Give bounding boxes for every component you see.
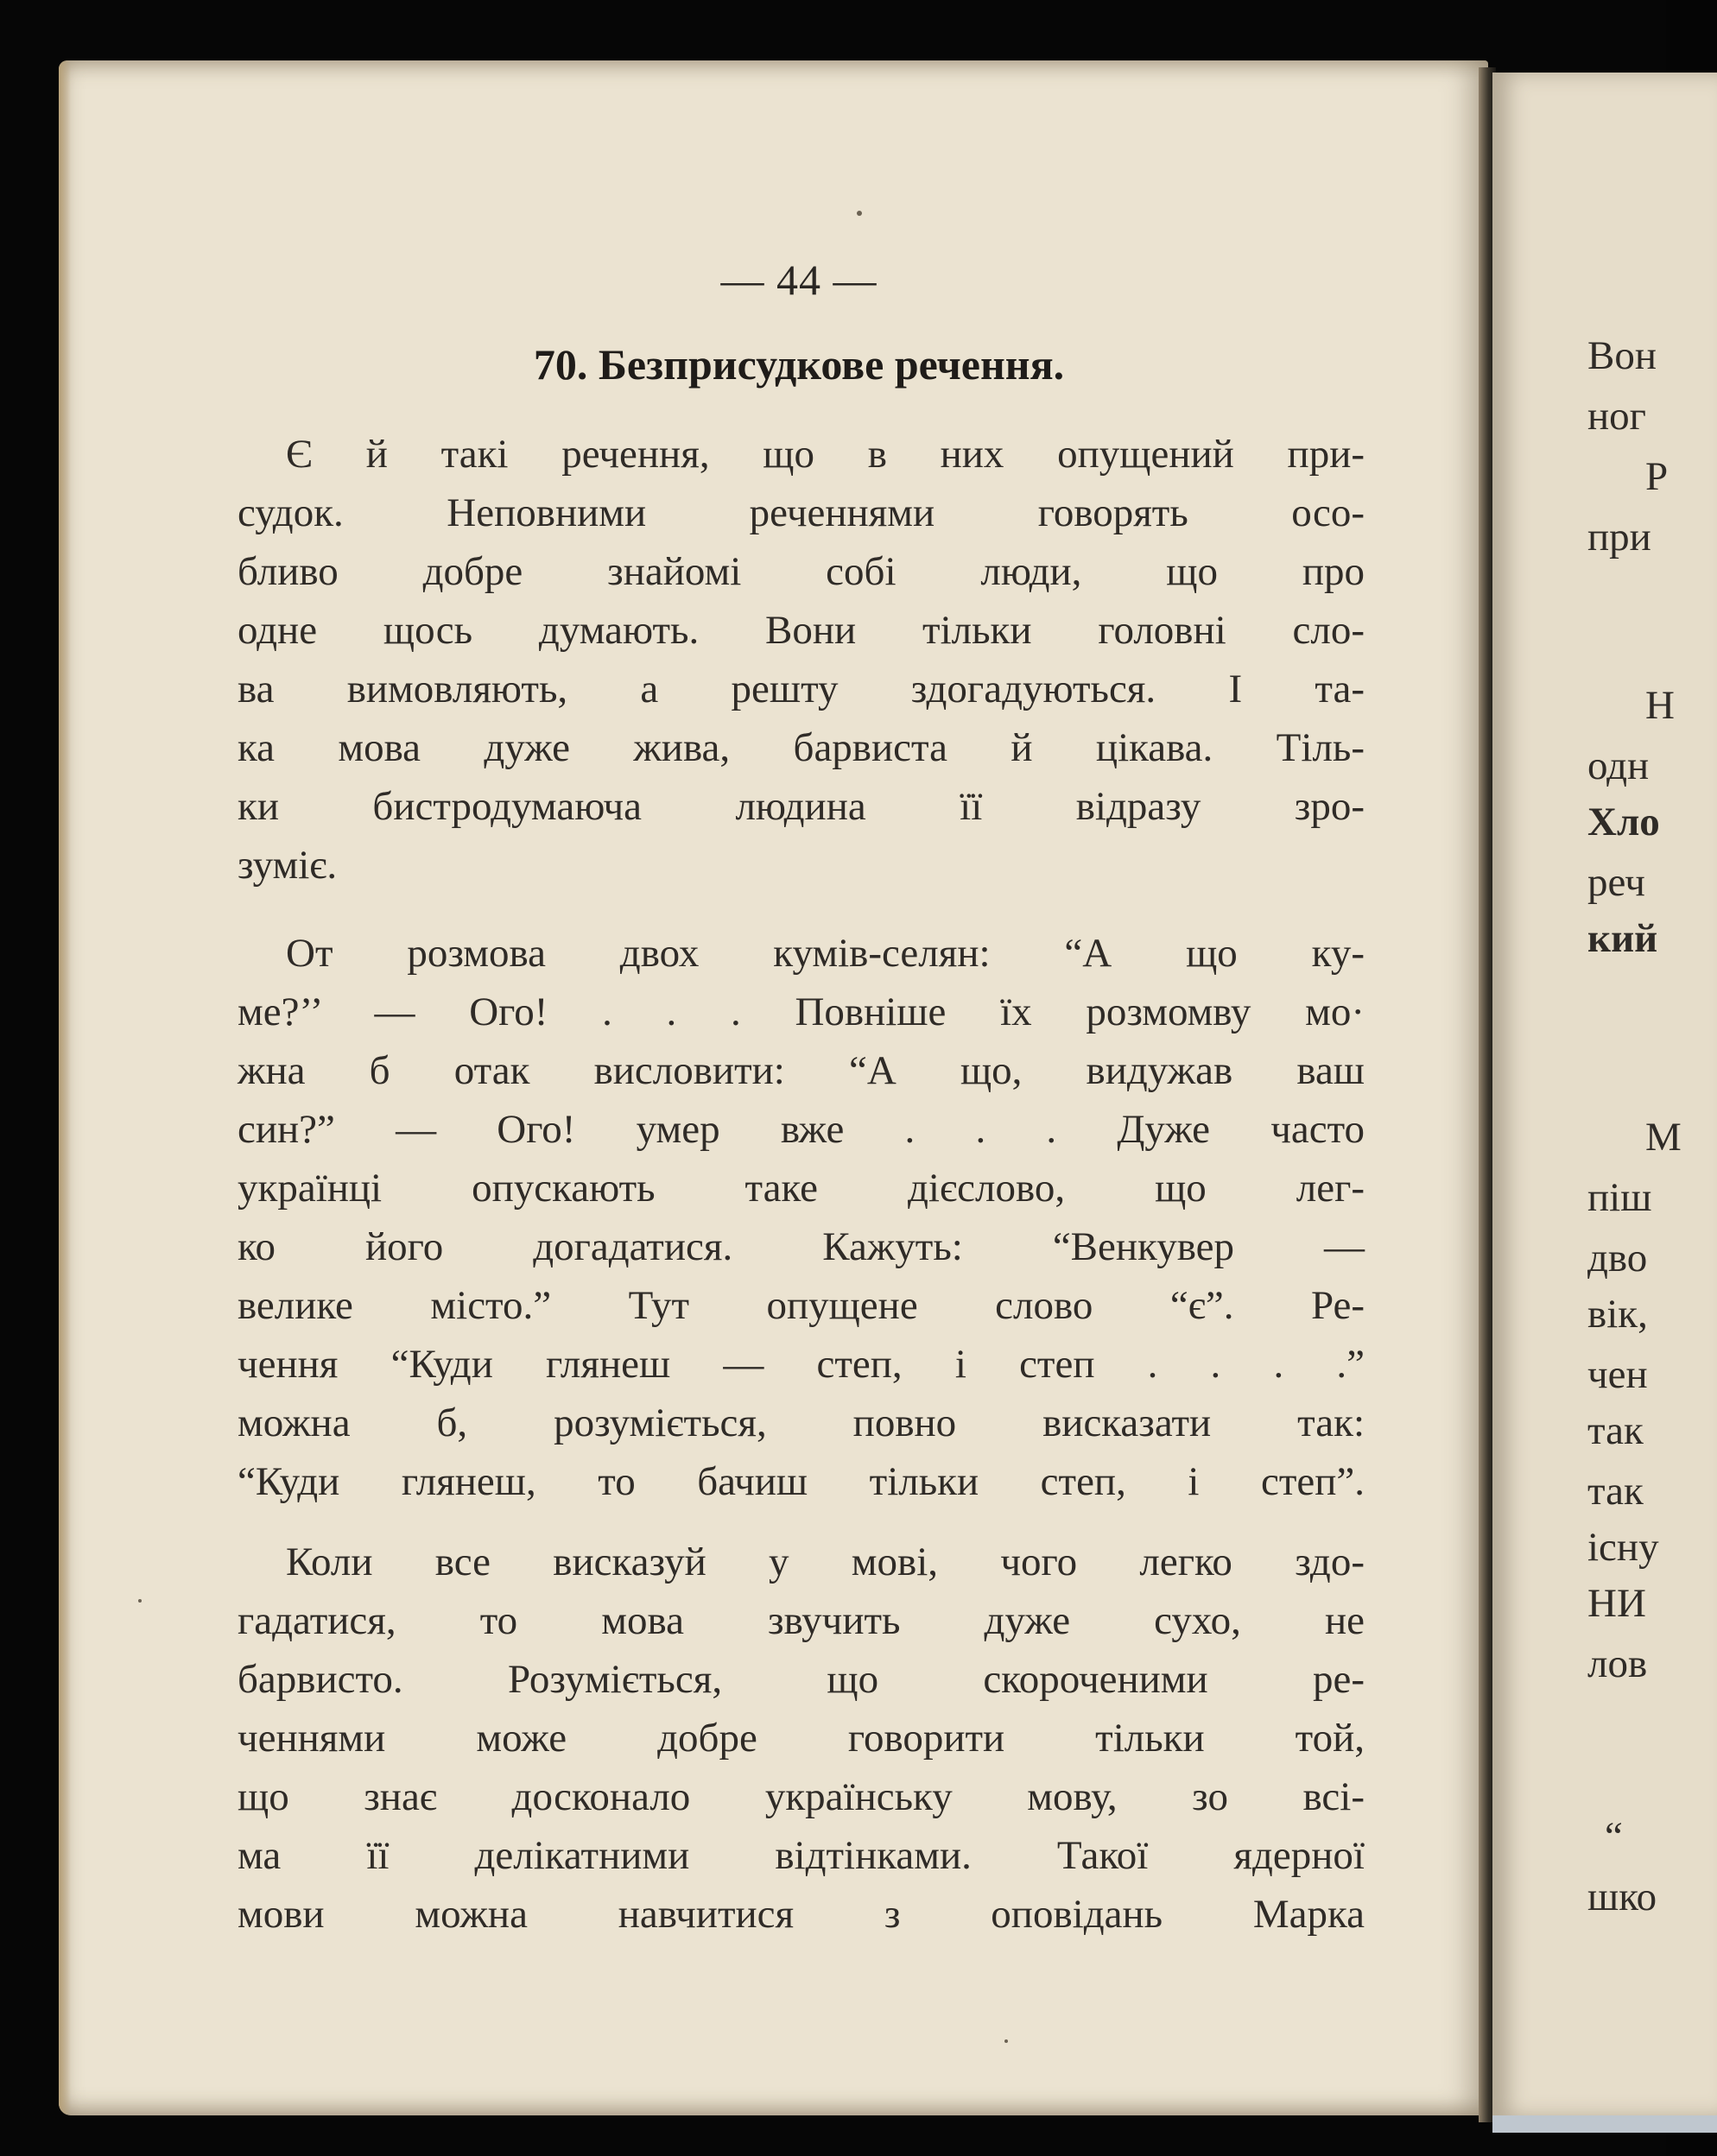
text-line: мови можна навчитися з оповідань Марка bbox=[238, 1892, 1365, 1937]
text-line: велике місто.” Тут опущене слово “є”. Ре- bbox=[238, 1283, 1365, 1328]
text-line: син?” — Ого! умер вже . . . Дуже часто bbox=[238, 1107, 1365, 1152]
text-line: Коли все висказуй у мові, чого легко здо- bbox=[286, 1540, 1365, 1584]
text-line: ме?’’ — Ого! . . . Повніше їх розмомву мо· bbox=[238, 989, 1365, 1034]
right-page-text: шко bbox=[1587, 1875, 1657, 1919]
text-line: що знає досконало українську мову, зо всі- bbox=[238, 1774, 1365, 1819]
paper-spot bbox=[1004, 2039, 1008, 2043]
paper-spot bbox=[138, 1599, 142, 1603]
right-page-text: НИ bbox=[1587, 1581, 1646, 1626]
text-line: українці опускають таке дієслово, що лег- bbox=[238, 1166, 1365, 1211]
text-line: ма її делікатними відтінками. Такої ядерної bbox=[238, 1833, 1365, 1878]
paragraph bbox=[238, 1533, 1365, 1944]
right-page-text: так bbox=[1587, 1408, 1644, 1453]
right-page-text: чен bbox=[1587, 1352, 1648, 1397]
right-page-text: Вон bbox=[1587, 333, 1657, 378]
right-page-text: Р bbox=[1645, 454, 1669, 499]
right-page-text: кий bbox=[1587, 916, 1658, 961]
right-page-text: лов bbox=[1587, 1641, 1648, 1686]
page-number: — 44 — bbox=[720, 256, 878, 304]
right-page-text: “ bbox=[1605, 1814, 1623, 1859]
text-line: зуміє. bbox=[238, 843, 338, 888]
right-page-text: Н bbox=[1645, 683, 1675, 728]
right-page-text: так bbox=[1587, 1469, 1644, 1514]
right-page-edge bbox=[1492, 2115, 1717, 2133]
text-line: ва вимовляють, а решту здогадуються. І та- bbox=[238, 667, 1365, 711]
right-page-text: вік, bbox=[1587, 1292, 1648, 1337]
section-title: 70. Безприсудкове речення. bbox=[533, 340, 1065, 389]
text-line: От розмова двох кумів-селян: “А що ку- bbox=[286, 931, 1365, 976]
text-line: бливо добре знайомі собі люди, що про bbox=[238, 549, 1365, 594]
paragraph bbox=[238, 425, 1365, 895]
text-line: одне щось думають. Вони тільки головні сло- bbox=[238, 608, 1365, 653]
text-line: ченнями може добре говорити тільки той, bbox=[238, 1716, 1365, 1761]
text-line: чення “Куди глянеш — степ, і степ . . . .” bbox=[238, 1342, 1365, 1387]
right-page-text: дво bbox=[1587, 1236, 1648, 1280]
text-line: можна б, розуміється, повно висказати так: bbox=[238, 1400, 1365, 1445]
text-line: жна б отак висловити: “А що, видужав ваш bbox=[238, 1048, 1365, 1093]
text-line: ко його догадатися. Кажуть: “Венкувер — bbox=[238, 1224, 1365, 1269]
text-line: ки бистродумаюча людина її відразу зро- bbox=[238, 784, 1365, 829]
text-line: ка мова дуже жива, барвиста й цікава. Тіль- bbox=[238, 725, 1365, 770]
text-line: барвисто. Розуміється, що скороченими ре- bbox=[238, 1657, 1365, 1702]
paper-spot bbox=[857, 211, 862, 216]
right-page-text: Хло bbox=[1587, 800, 1660, 844]
right-page-text: одн bbox=[1587, 743, 1650, 788]
right-page-text: піш bbox=[1587, 1175, 1652, 1220]
right-page-text: реч bbox=[1587, 860, 1645, 905]
right-page-text: при bbox=[1587, 515, 1651, 560]
text-line: судок. Неповними реченнями говорять осо- bbox=[238, 490, 1365, 535]
right-page-text: М bbox=[1645, 1115, 1682, 1160]
text-line: гадатися, то мова звучить дуже сухо, не bbox=[238, 1598, 1365, 1643]
text-line: Є й такі речення, що в них опущений при- bbox=[286, 432, 1365, 477]
right-page-text: ног bbox=[1587, 394, 1646, 439]
paragraph bbox=[238, 924, 1365, 1511]
right-page-text: існу bbox=[1587, 1525, 1659, 1570]
text-line: “Куди глянеш, то бачиш тільки степ, і степ”. bbox=[238, 1459, 1365, 1504]
